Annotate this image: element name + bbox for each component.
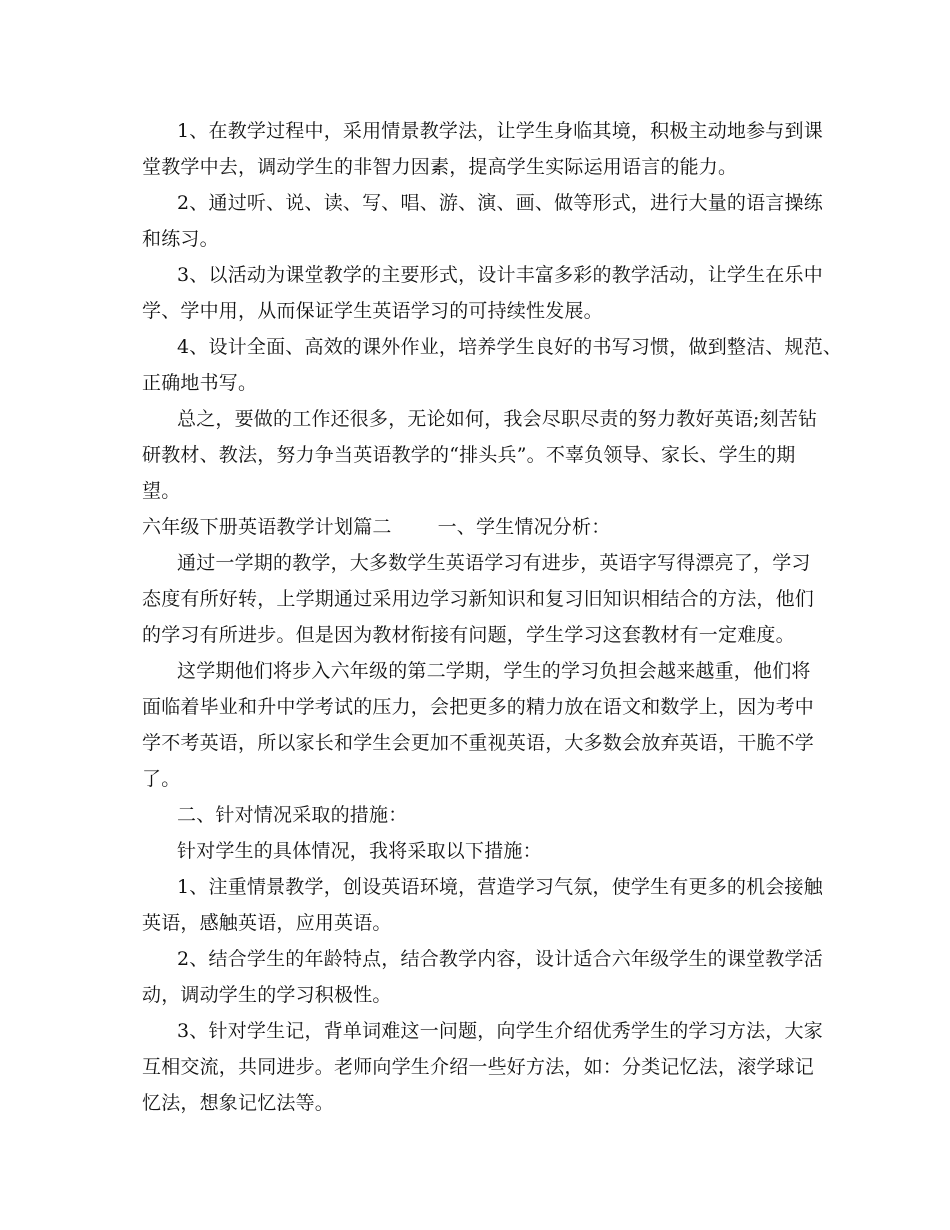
paragraph-line: 针对学生的具体情况，我将采取以下措施： (177, 840, 542, 862)
paragraph-line: 3、以活动为课堂教学的主要形式，设计丰富多彩的教学活动，让学生在乐中 (177, 264, 823, 286)
paragraph-line: 和练习。 (142, 228, 219, 250)
paragraph-line: 动，调动学生的学习积极性。 (142, 984, 392, 1006)
paragraph-line: 4、设计全面、高效的课外作业，培养学生良好的书写习惯，做到整洁、规范、 (177, 336, 843, 358)
paragraph-line: 正确地书写。 (142, 372, 258, 394)
paragraph-line: 3、针对学生记，背单词难这一问题，向学生介绍优秀学生的学习方法，大家 (177, 1020, 823, 1042)
paragraph-line: 望。 (142, 480, 181, 502)
document-title: 六年级下册英语教学计划篇二 (142, 516, 392, 538)
paragraph-line: 1、在教学过程中，采用情景教学法，让学生身临其境，积极主动地参与到课 (177, 120, 823, 142)
paragraph-line: 互相交流，共同进步。老师向学生介绍一些好方法，如：分类记忆法，滚学球记 (142, 1056, 815, 1078)
paragraph-line: 了。 (142, 768, 181, 790)
section-heading (142, 515, 610, 539)
paragraph-line: 的学习有所进步。但是因为教材衔接有问题，学生学习这套教材有一定难度。 (142, 624, 795, 646)
paragraph-line: 忆法，想象记忆法等。 (142, 1092, 335, 1114)
paragraph-line: 堂教学中去，调动学生的非智力因素，提高学生实际运用语言的能力。 (142, 156, 738, 178)
paragraph-line: 英语，感触英语，应用英语。 (142, 912, 392, 934)
paragraph-line: 1、注重情景教学，创设英语环境，营造学习气氛，使学生有更多的机会接触 (177, 876, 823, 898)
paragraph-line: 2、结合学生的年龄特点，结合教学内容，设计适合六年级学生的课堂教学活 (177, 948, 823, 970)
paragraph-line: 学不考英语，所以家长和学生会更加不重视英语，大多数会放弃英语，干脆不学 (142, 732, 815, 754)
paragraph-line: 总之，要做的工作还很多，无论如何，我会尽职尽责的努力教好英语;刻苦钻 (177, 408, 818, 430)
paragraph-line: 这学期他们将步入六年级的第二学期，学生的学习负担会越来越重，他们将 (177, 660, 811, 682)
section-title: 一、学生情况分析： (437, 516, 611, 538)
paragraph-line: 2、通过听、说、读、写、唱、游、演、画、做等形式，进行大量的语言操练 (177, 192, 823, 214)
paragraph-line: 学、学中用，从而保证学生英语学习的可持续性发展。 (142, 300, 603, 322)
section-subheading: 二、针对情况采取的措施： (177, 804, 408, 826)
paragraph-line: 态度有所好转，上学期通过采用边学习新知识和复习旧知识相结合的方法，他们 (142, 588, 815, 610)
paragraph-line: 面临着毕业和升中学考试的压力，会把更多的精力放在语文和数学上，因为考中 (142, 696, 815, 718)
paragraph-line: 通过一学期的教学，大多数学生英语学习有进步，英语字写得漂亮了，学习 (177, 552, 811, 574)
paragraph-line: 研教材、教法，努力争当英语教学的“排头兵”。不辜负领导、家长、学生的期 (142, 444, 796, 466)
